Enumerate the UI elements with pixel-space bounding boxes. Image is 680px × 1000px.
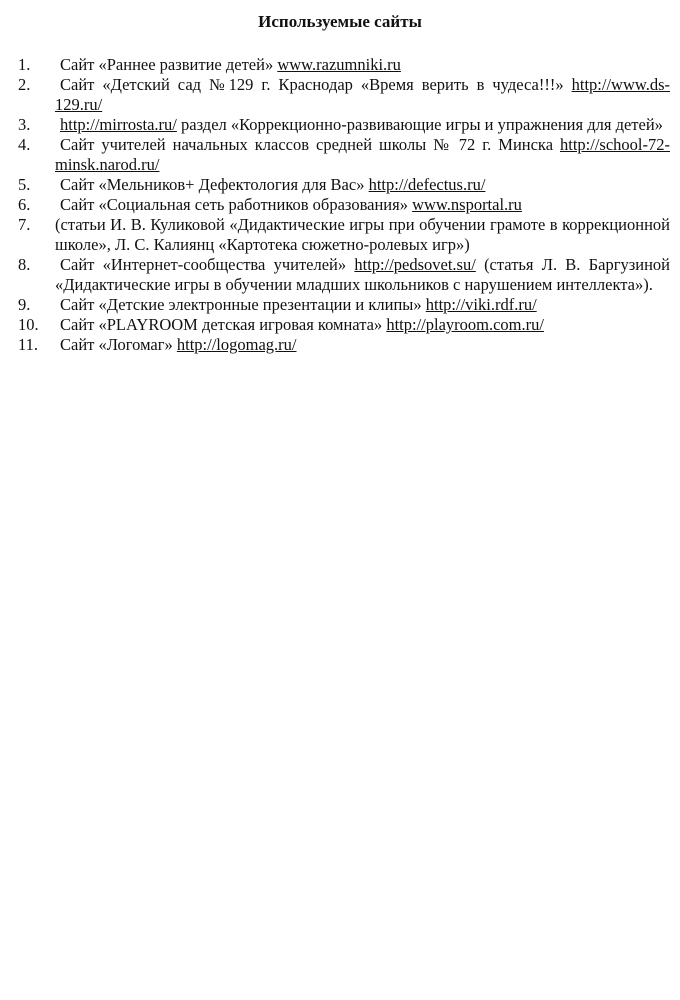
item-text: Сайт «Интернет-сообщества учителей» (60, 255, 355, 274)
item-number: 10. (18, 315, 39, 334)
item-number: 4. (18, 135, 31, 154)
item-number: 9. (18, 295, 31, 314)
item-number: 11. (18, 335, 39, 354)
list-item (18, 255, 670, 295)
list-item (18, 335, 670, 355)
list-item (18, 295, 670, 315)
list-item (18, 55, 670, 75)
item-text: Сайт «Социальная сеть работников образования» (60, 195, 413, 214)
item-number: 2. (18, 75, 31, 94)
list-item (18, 175, 670, 195)
sites-list (18, 55, 670, 355)
item-number: 5. (18, 175, 31, 194)
item-text-after: (статья Л. В. Баргузиной «Дидактические игры в обучении младших школьников с нарушением интеллекта»). (55, 255, 670, 294)
item-number: 8. (18, 255, 31, 274)
item-text: Сайт «Раннее развитие детей» (60, 55, 278, 74)
site-link[interactable]: http://mirrosta.ru/ (60, 115, 177, 134)
list-item (18, 135, 670, 175)
item-text-after: раздел «Коррекционно-развивающие игры и упражнения для детей» (176, 115, 663, 134)
item-text: Сайт «Детский сад №129 г. Краснодар «Время верить в чудеса!!!» (60, 75, 572, 94)
site-link[interactable]: http://defectus.ru/ (368, 175, 486, 194)
page-title: Используемые сайты (258, 12, 422, 31)
list-item (18, 115, 670, 135)
item-number: 3. (18, 115, 31, 134)
item-text: Сайт «PLAYROOM детская игровая комната» (60, 315, 387, 334)
item-number: 7. (18, 215, 31, 234)
list-item (18, 75, 670, 115)
site-link[interactable]: www.razumniki.ru (277, 55, 401, 74)
site-link[interactable]: http://playroom.com.ru/ (386, 315, 544, 334)
item-text: Сайт учителей начальных классов средней школы № 72 г. Минска (60, 135, 560, 154)
site-link[interactable]: http://viki.rdf.ru/ (425, 295, 537, 314)
list-item (18, 315, 670, 335)
item-text: Сайт «Логомаг» (60, 335, 177, 354)
item-text: (статьи И. В. Куликовой «Дидактические игры при обучении грамоте в коррекционной школе», Л. С. Калиянц «Картотека сюжетно-ролевых игр») (55, 215, 670, 254)
list-item (18, 215, 670, 255)
item-text: Сайт «Детские электронные презентации и клипы» (60, 295, 426, 314)
site-link[interactable]: http://www.ds-129.ru/ (55, 75, 670, 114)
site-link[interactable]: www.nsportal.ru (412, 195, 522, 214)
item-number: 6. (18, 195, 31, 214)
item-text: Сайт «Мельников+ Дефектология для Вас» (60, 175, 369, 194)
site-link[interactable]: http://logomag.ru/ (176, 335, 297, 354)
list-item (18, 195, 670, 215)
site-link[interactable]: http://pedsovet.su/ (354, 255, 476, 274)
site-link[interactable]: http://school-72-minsk.narod.ru/ (55, 135, 670, 174)
item-number: 1. (18, 55, 31, 74)
